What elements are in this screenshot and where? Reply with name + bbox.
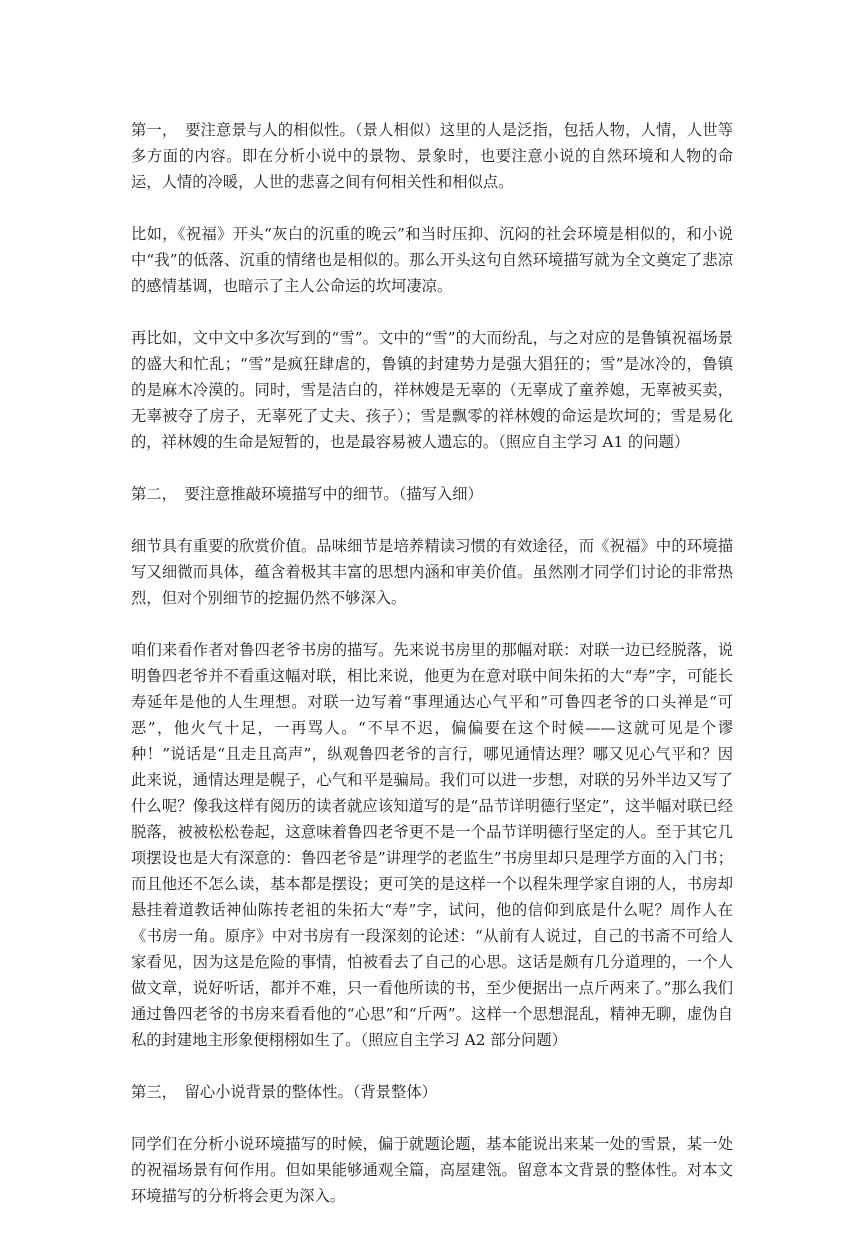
document-body (131, 117, 733, 1235)
paragraph-point-one: 第一， 要注意景与人的相似性。（景人相似）这里的人是泛指，包括人物，人情，人世等多方面的内容。即在分析小说中的景物、景象时，也要注意小说的自然环境和人物的命运，人情的冷暖，人世的悲喜之间有何相关性和相似点。 (131, 121, 733, 191)
paragraph-example-snow: 再比如，文中文中多次写到的“雪”。文中的“雪”的大而纷乱，与之对应的是鲁镇祝福场景的盛大和忙乱；“雪”是疯狂肆虐的，鲁镇的封建势力是强大猖狂的；雪”是冰冷的，鲁镇的是麻木冷漠的。同时，雪是洁白的，祥林嫂是无辜的（无辜成了童养媳，无辜被买卖，无辜被夺了房子，无辜死了丈夫、孩子）；雪是飘零的祥林嫂的命运是坎坷的；雪是易化的，祥林嫂的生命是短暂的，也是最容易被人遗忘的。（照应自主学习 A1 的问题） (131, 329, 733, 451)
paragraph-background-whole: 同学们在分析小说环境描写的时候，偏于就题论题，基本能说出来某一处的雪景，某一处的祝福场景有何作用。但如果能够通观全篇，高屋建瓴。留意本文背景的整体性。对本文环境描写的分析将会更为深入。 (131, 1135, 733, 1205)
paragraph-study-description: 咱们来看作者对鲁四老爷书房的描写。先来说书房里的那幅对联：对联一边已经脱落，说明鲁四老爷并不看重这幅对联，相比来说，他更为在意对联中间朱拓的大“寿”字，可能长寿延年是他的人生理想。对联一边写着“事理通达心气平和”可鲁四老爷的口头禅是“可恶”，他火气十足，一再骂人。“不早不迟，偏偏要在这个时候——这就可见是个谬种！”说话是“且走且高声”，纵观鲁四老爷的言行，哪见通情达理？哪又见心气平和？因此来说，通情达理是幌子，心气和平是骗局。我们可以进一步想，对联的另外半边又写了什么呢？像我这样有阅历的读者就应该知道写的是“品节详明德行坚定”，这半幅对联已经脱落，被被松松卷起，这意味着鲁四老爷更不是一个品节详明德行坚定的人。至于其它几项摆设也是大有深意的：鲁四老爷是”讲理学的老监生”书房里却只是理学方面的入门书；而且他还不怎么读，基本都是摆设；更可笑的是这样一个以程朱理学家自诩的人，书房却悬挂着道教话神仙陈抟老祖的朱拓大“寿”字，试问，他的信仰到底是什么呢？周作人在《书房一角。原序》中对书房有一段深刻的论述：“从前有人说过，自己的书斋不可给人家看见，因为这是危险的事情，怕被看去了自己的心思。这话是颇有几分道理的，一个人做文章，说好听话，都并不难，只一看他所读的书，至少便据出一点斤两来了。”那么我们通过鲁四老爷的书房来看看他的“心思”和“斤两”。这样一个思想混乱，精神无聊，虚伪自私的封建地主形象便栩栩如生了。（照应自主学习 A2 部分问题） (131, 641, 733, 1049)
paragraph-point-three: 第三， 留心小说背景的整体性。（背景整体） (131, 1083, 437, 1101)
paragraph-detail-value: 细节具有重要的欣赏价值。品味细节是培养精读习惯的有效途径，而《祝福》中的环境描写又细微而具体，蕴含着极其丰富的思想内涵和审美价值。虽然刚才同学们讨论的非常热烈，但对个别细节的挖掘仍然不够深入。 (131, 537, 733, 607)
paragraph-example-dusk-clouds: 比如，《祝福》开头“灰白的沉重的晚云”和当时压抑、沉闷的社会环境是相似的，和小说中“我”的低落、沉重的情绪也是相似的。那么开头这句自然环境描写就为全文奠定了悲凉的感情基调，也暗示了主人公命运的坎坷凄凉。 (131, 225, 733, 295)
paragraph-point-two: 第二， 要注意推敲环境描写中的细节。（描写入细） (131, 485, 483, 503)
